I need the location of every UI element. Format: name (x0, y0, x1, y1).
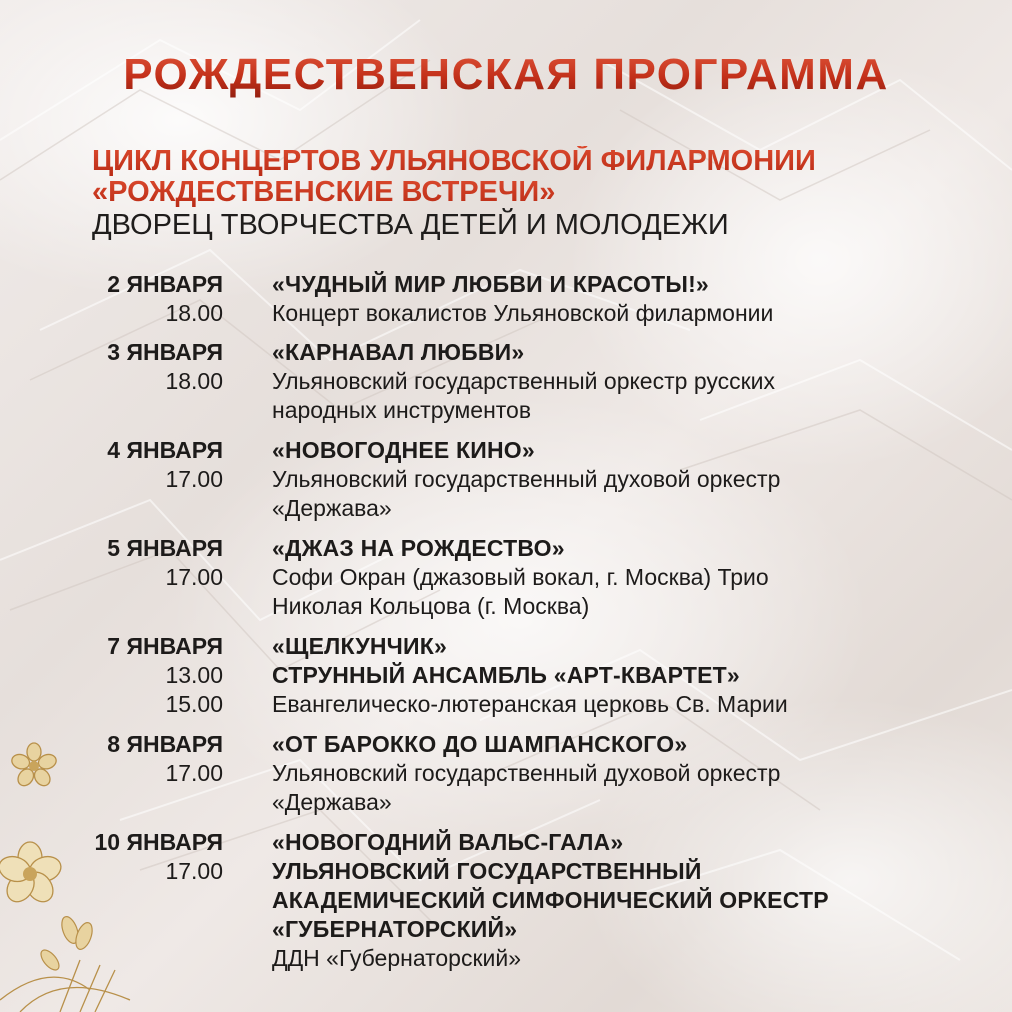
event-title: «НОВОГОДНИЙ ВАЛЬС-ГАЛА» (272, 829, 624, 855)
event-item (0, 534, 1012, 632)
gold-flower-icon (10, 742, 58, 790)
event-dates (0, 534, 223, 592)
event-item (0, 436, 1012, 534)
event-item (0, 632, 1012, 730)
event-time: 18.00 (165, 368, 223, 394)
event-info (272, 534, 972, 621)
page-title: РОЖДЕСТВЕНСКАЯ ПРОГРАММА (0, 50, 1012, 100)
event-performer: УЛЬЯНОВСКИЙ ГОСУДАРСТВЕННЫЙ (272, 858, 702, 884)
gold-flower-branch-icon (0, 840, 150, 1012)
event-date: 3 ЯНВАРЯ (107, 339, 223, 365)
event-item (0, 828, 1012, 978)
event-date: 5 ЯНВАРЯ (107, 535, 223, 561)
subtitle-block (92, 146, 816, 242)
schedule-list (0, 270, 1012, 978)
event-description: «Держава» (272, 789, 392, 815)
event-time: 13.00 (165, 662, 223, 688)
event-description: ДДН «Губернаторский» (272, 945, 522, 971)
event-title: «НОВОГОДНЕЕ КИНО» (272, 437, 535, 463)
event-description: Концерт вокалистов Ульяновской филармонии (272, 300, 774, 326)
event-date: 7 ЯНВАРЯ (107, 633, 223, 659)
event-time: 17.00 (165, 466, 223, 492)
event-title: «ЩЕЛКУНЧИК» (272, 633, 447, 659)
event-description: Софи Окран (джазовый вокал, г. Москва) Трио (272, 564, 769, 590)
event-title: «ОТ БАРОККО ДО ШАМПАНСКОГО» (272, 731, 688, 757)
event-description: Евангелическо-лютеранская церковь Св. Марии (272, 691, 788, 717)
event-item (0, 730, 1012, 828)
event-description: народных инструментов (272, 397, 532, 423)
event-time: 17.00 (165, 564, 223, 590)
event-time: 15.00 (165, 691, 223, 717)
event-info (272, 632, 972, 719)
event-performer: СТРУННЫЙ АНСАМБЛЬ «АРТ-КВАРТЕТ» (272, 662, 740, 688)
event-dates (0, 338, 223, 396)
event-dates (0, 436, 223, 494)
event-date: 2 ЯНВАРЯ (107, 271, 223, 297)
event-date: 10 ЯНВАРЯ (94, 829, 223, 855)
event-performer: «ГУБЕРНАТОРСКИЙ» (272, 916, 518, 942)
event-info (272, 270, 972, 328)
event-performer: АКАДЕМИЧЕСКИЙ СИМФОНИЧЕСКИЙ ОРКЕСТР (272, 887, 829, 913)
event-item (0, 338, 1012, 436)
event-title: «ДЖАЗ НА РОЖДЕСТВО» (272, 535, 565, 561)
event-info (272, 828, 972, 973)
event-time: 17.00 (165, 760, 223, 786)
event-dates (0, 270, 223, 328)
event-description: Ульяновский государственный духовой оркестр (272, 760, 781, 786)
event-info (272, 338, 972, 425)
event-description: Ульяновский государственный оркестр русских (272, 368, 776, 394)
event-item (0, 270, 1012, 338)
event-description: Ульяновский государственный духовой оркестр (272, 466, 781, 492)
event-description: «Держава» (272, 495, 392, 521)
event-time: 17.00 (165, 858, 223, 884)
event-date: 8 ЯНВАРЯ (107, 731, 223, 757)
subtitle-line-2: «РОЖДЕСТВЕНСКИЕ ВСТРЕЧИ» (92, 177, 816, 208)
event-title: «ЧУДНЫЙ МИР ЛЮБВИ И КРАСОТЫ!» (272, 271, 709, 297)
event-info (272, 730, 972, 817)
event-title: «КАРНАВАЛ ЛЮБВИ» (272, 339, 525, 365)
event-time: 18.00 (165, 300, 223, 326)
event-description: Николая Кольцова (г. Москва) (272, 593, 590, 619)
venue-name: ДВОРЕЦ ТВОРЧЕСТВА ДЕТЕЙ И МОЛОДЕЖИ (92, 209, 729, 241)
subtitle-line-1: ЦИКЛ КОНЦЕРТОВ УЛЬЯНОВСКОЙ ФИЛАРМОНИИ (92, 145, 816, 177)
event-info (272, 436, 972, 523)
event-dates (0, 632, 223, 719)
event-date: 4 ЯНВАРЯ (107, 437, 223, 463)
